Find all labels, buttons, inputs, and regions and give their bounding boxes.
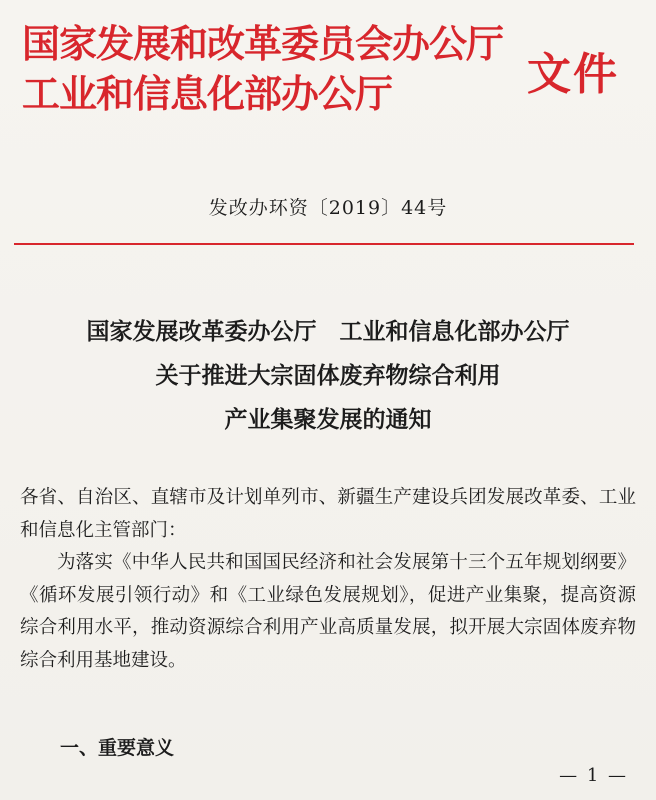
title-line-3: 产业集聚发展的通知 [224, 407, 432, 433]
document-body [20, 482, 636, 677]
red-header [22, 22, 622, 132]
document-number: 发改办环资〔2019〕44号 [208, 197, 448, 219]
document-title [0, 310, 656, 442]
title-line-1: 国家发展改革委办公厅 工业和信息化部办公厅 [86, 319, 570, 345]
salutation: 各省、自治区、直辖市及计划单列市、新疆生产建设兵团发展改革委、工业和信息化主管部门： [20, 487, 636, 541]
section-heading-1: 一、重要意义 [60, 737, 175, 759]
issuer-line-1: 国家发展和改革委员会办公厅 [22, 22, 504, 66]
red-divider-line [14, 243, 634, 245]
title-line-2: 关于推进大宗固体废弃物综合利用 [155, 363, 501, 389]
page-number: — 1 — [559, 765, 628, 786]
body-paragraph-1: 为落实《中华人民共和国国民经济和社会发展第十三个五年规划纲要》《循环发展引领行动》和《工业绿色发展规划》，促进产业集聚，提高资源综合利用水平，推动资源综合利用产业高质量发展，拟开展大宗固体废弃物综合利用基地建设。 [20, 552, 636, 671]
issuer-line-2: 工业和信息化部办公厅 [22, 72, 393, 116]
document-word: 文件 [527, 49, 619, 100]
